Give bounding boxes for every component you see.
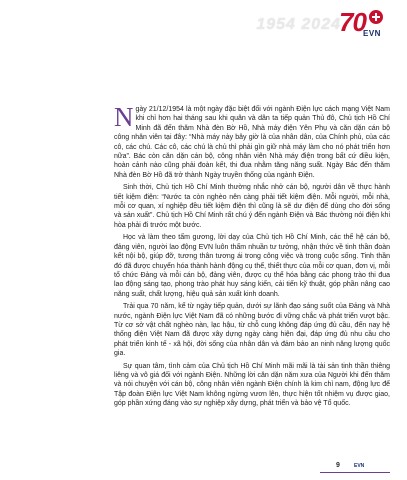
logo-number: 70 — [339, 7, 366, 37]
header-logo-block — [241, 7, 401, 40]
article-body — [114, 102, 390, 412]
paragraph: Sự quan tâm, tình cảm của Chủ tịch Hồ Chí Minh mãi mãi là tài sản tinh thần thiêng liêng và vô giá đối với ngành Điện. Những lời căn dặn năm xưa của Người khi đến thăm và nói chuyện với cán bộ, công nhân viên ngành Điện chính là kim chỉ nam, động lực để Tập đoàn Điện lực Việt Nam không ngừng vươn lên, thực hiện tốt nhiệm vụ được giao, góp phần xứng đáng vào sự nghiệp xây dựng, phát triển và bảo vệ Tổ quốc. — [114, 362, 390, 408]
anniversary-years: 1954 2024 — [256, 16, 341, 33]
footer-divider — [320, 472, 390, 473]
page-number: 9 — [336, 462, 340, 469]
drop-cap: N — [114, 102, 134, 132]
logo-brand: EVN — [363, 29, 381, 38]
paragraph — [114, 102, 390, 180]
paragraph: Trải qua 70 năm, kể từ ngày tiếp quản, dưới sự lãnh đạo sáng suốt của Đảng và Nhà nước, ngành Điện lực Việt Nam đã có những bước đi vững chắc và phát triển vượt bậc. Từ cơ sở vật chất nghèo nàn, lạc hậu, từ chỗ cung không đáp ứng đủ cầu, đến nay hệ thống điện Việt Nam đã được xây dựng ngày càng hiện đại, đáp ứng đủ nhu cầu cho phát triển kinh tế - xã hội, đời sống của nhân dân và đảm bảo an ninh năng lượng quốc gia. — [114, 303, 390, 358]
page-footer — [320, 462, 390, 474]
footer-brand: EVN — [354, 463, 365, 469]
paragraph: Sinh thời, Chủ tịch Hồ Chí Minh thường nhắc nhở cán bộ, người dân về thực hành tiết kiệm điện: “Nước ta còn nghèo nên càng phải tiết kiệm điện. Mỗi người, mỗi nhà, mỗi cơ quan, xí nghiệp đều tiết kiệm điện thì cũng là sẽ dư điện để dùng cho đời sống và sản xuất”. Chủ tịch Hồ Chí Minh rất chú ý đến ngành Điện và Bác thường nói điện khi hòa phải đi trước một bước. — [114, 184, 390, 229]
paragraph-text: gày 21/12/1954 là một ngày đặc biệt đối với ngành Điện lực cách mạng Việt Nam khi chỉ hơn hai tháng sau khi quân và dân ta tiếp quản Thủ đô, Chủ tịch Hồ Chí Minh đã đến thăm Nhà đèn Bờ Hồ, Nhà máy điện Yên Phụ và căn dặn cán bộ công nhân viên tại đây: “Nhà máy này bây giờ là của nhân dân, của Chính phủ, của các cô, các chú. Các cô, các chú là chủ thì phải gìn giữ nhà máy làm cho nó phát triển hơn nữa”. Bác còn căn dặn cán bộ, công nhân viên Nhà máy điện trong bất cứ điều kiện, hoàn cảnh nào cũng phải đoàn kết, thi đua nhằm tăng năng suất. Ngày Bác đến thăm Nhà đèn Bờ Hồ đã trở thành Ngày truyền thống của ngành Điện. — [114, 106, 390, 179]
paragraph: Học và làm theo tấm gương, lời dạy của Chủ tịch Hồ Chí Minh, các thế hệ cán bộ, đảng viên, người lao động EVN luôn thấm nhuần tư tưởng, nhận thức về tinh thần đoàn kết nội bộ, giúp đỡ, tương thân tương ái trong công việc và trong cuộc sống. Tinh thần đó đã được chuyển hóa thành hành động cụ thể, thiết thực của mỗi cơ quan, đơn vị, mỗi tổ chức Đảng và mỗi cán bộ, đảng viên, được cụ thể hóa bằng các phong trào thi đua lao động sáng tạo, phong trào phát huy sáng kiến, cải tiến kỹ thuật, góp phần nâng cao năng suất, chất lượng, hiệu quả sản xuất kinh doanh. — [114, 234, 390, 298]
plus-icon — [369, 10, 383, 24]
evn-70-logo — [339, 7, 385, 40]
